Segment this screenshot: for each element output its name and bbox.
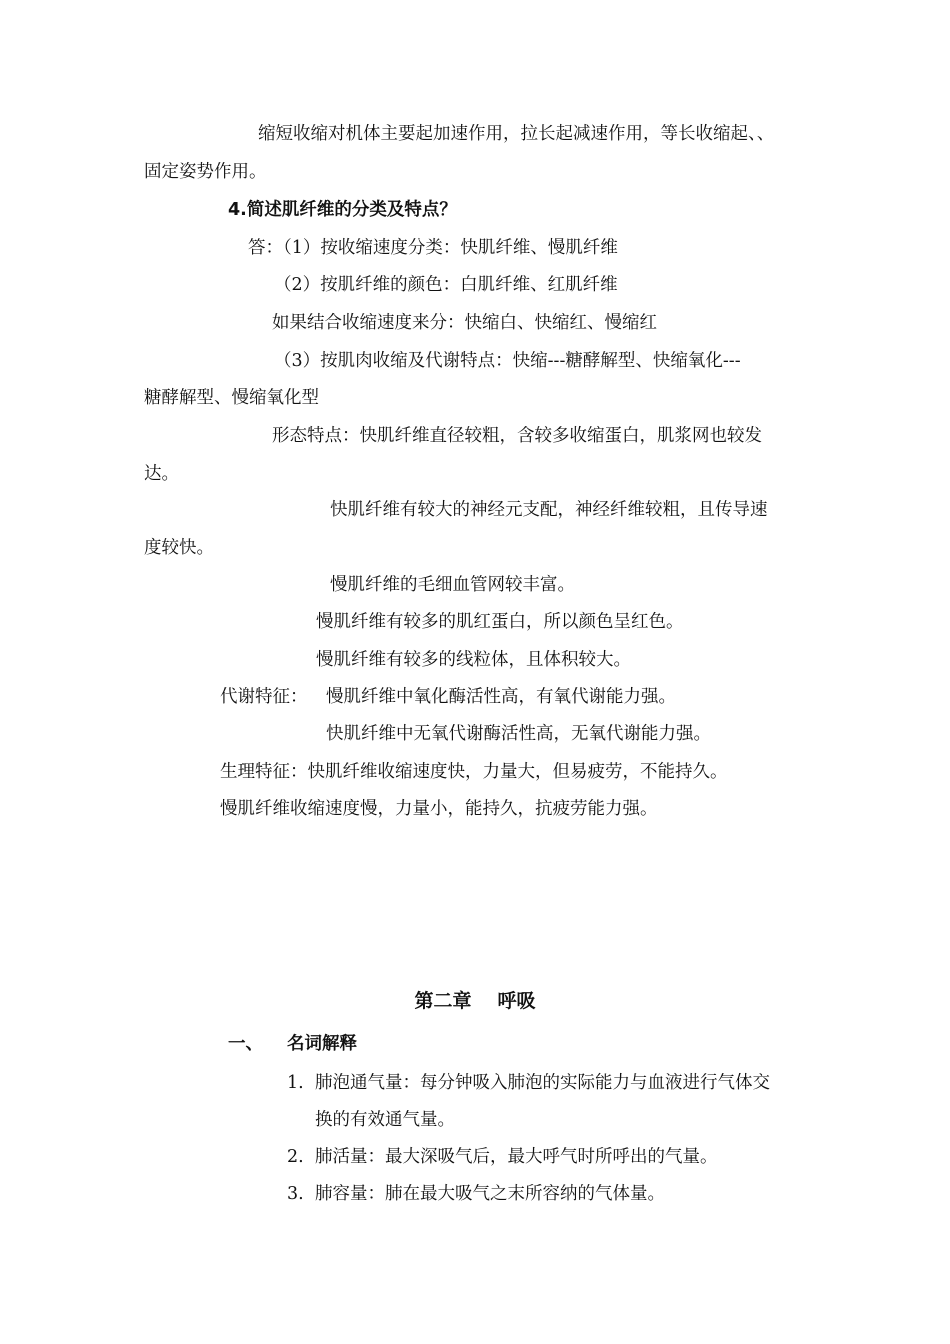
text-label: 代谢特征： xyxy=(220,687,308,707)
chapter-title xyxy=(0,986,950,1013)
term-number: 1. xyxy=(287,1073,304,1093)
text-line: 慢肌纤维中氧化酶活性高，有氧代谢能力强。 xyxy=(326,687,676,707)
term-definition: 肺活量：最大深吸气后，最大呼气时所呼出的气量。 xyxy=(315,1147,718,1167)
text-line: 缩短收缩对机体主要起加速作用，拉长起减速作用，等长收缩起、、 xyxy=(258,124,775,144)
text-line: 生理特征：快肌纤维收缩速度快，力量大，但易疲劳，不能持久。 xyxy=(220,762,728,782)
chapter-name: 呼吸 xyxy=(497,990,536,1012)
text-line: （2）按肌纤维的颜色：白肌纤维、红肌纤维 xyxy=(274,275,618,295)
text-line: 慢肌纤维的毛细血管网较丰富。 xyxy=(330,575,575,595)
text-line: 如果结合收缩速度来分：快缩白、快缩红、慢缩红 xyxy=(272,313,657,333)
text-line: 慢肌纤维收缩速度慢，力量小，能持久，抗疲劳能力强。 xyxy=(220,799,658,819)
term-definition: 肺容量：肺在最大吸气之末所容纳的气体量。 xyxy=(315,1184,665,1204)
text-line: 答：（1）按收缩速度分类：快肌纤维、慢肌纤维 xyxy=(248,238,618,258)
term-number: 2. xyxy=(287,1147,304,1167)
text-line: 达。 xyxy=(144,464,179,484)
term-number: 3. xyxy=(287,1184,304,1204)
text-line: 固定姿势作用。 xyxy=(144,162,267,182)
text-line: 慢肌纤维有较多的肌红蛋白，所以颜色呈红色。 xyxy=(316,612,684,632)
term-definition: 肺泡通气量：每分钟吸入肺泡的实际能力与血液进行气体交 xyxy=(315,1073,770,1093)
text-line: 快肌纤维中无氧代谢酶活性高，无氧代谢能力强。 xyxy=(326,724,711,744)
text-line: 度较快。 xyxy=(144,538,214,558)
section-number: 一、 xyxy=(228,1034,263,1054)
text-line: （3）按肌肉收缩及代谢特点：快缩---糖酵解型、快缩氧化--- xyxy=(274,351,741,371)
text-line: 糖酵解型、慢缩氧化型 xyxy=(144,388,319,408)
question-heading: 4.简述肌纤维的分类及特点？ xyxy=(228,200,457,220)
text-line: 快肌纤维有较大的神经元支配，神经纤维较粗，且传导速 xyxy=(330,500,768,520)
text-line: 慢肌纤维有较多的线粒体，且体积较大。 xyxy=(316,650,631,670)
section-title: 名词解释 xyxy=(287,1034,357,1054)
term-definition-continued: 换的有效通气量。 xyxy=(315,1110,455,1130)
chapter-number: 第二章 xyxy=(414,990,472,1012)
text-line: 形态特点：快肌纤维直径较粗，含较多收缩蛋白，肌浆网也较发 xyxy=(272,426,762,446)
